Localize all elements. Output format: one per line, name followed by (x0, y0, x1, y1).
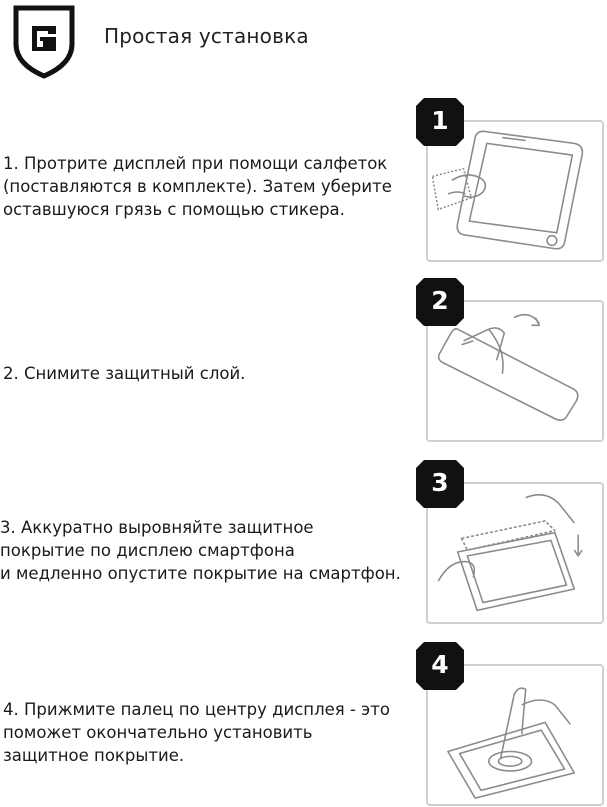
step-1-badge (414, 96, 466, 148)
step-2-text (3, 362, 245, 385)
step-3-line-2: покрытие по дисплею смартфона (0, 541, 295, 560)
step-2-number: 2 (431, 286, 449, 315)
step-1-line-2: (поставляются в комплекте). Затем уберите (3, 177, 392, 196)
step-1-number: 1 (431, 106, 449, 135)
step-4-badge (414, 640, 466, 692)
step-4-line-3: защитное покрытие. (3, 746, 185, 765)
step-4-number: 4 (431, 650, 449, 679)
step-3-text (0, 516, 401, 585)
step-3-number: 3 (431, 468, 449, 497)
step-2-badge (414, 276, 466, 328)
step-1-text (3, 152, 392, 221)
step-1-line-1: 1. Протрите дисплей при помощи салфеток (3, 154, 388, 173)
step-4-text (3, 698, 390, 767)
step-3-line-1: 3. Аккуратно выровняйте защитное (0, 518, 314, 537)
step-4-line-2: поможет окончательно установить (3, 723, 313, 742)
step-1-line-3: оставшуюся грязь с помощью стикера. (3, 200, 345, 219)
step-3-badge (414, 458, 466, 510)
shield-logo-icon (12, 4, 76, 80)
step-2-line-1: 2. Снимите защитный слой. (3, 364, 246, 383)
step-4-line-1: 4. Прижмите палец по центру дисплея - это (3, 700, 390, 719)
page-title: Простая установка (104, 24, 309, 48)
step-3-line-3: и медленно опустите покрытие на смартфон. (0, 564, 401, 583)
